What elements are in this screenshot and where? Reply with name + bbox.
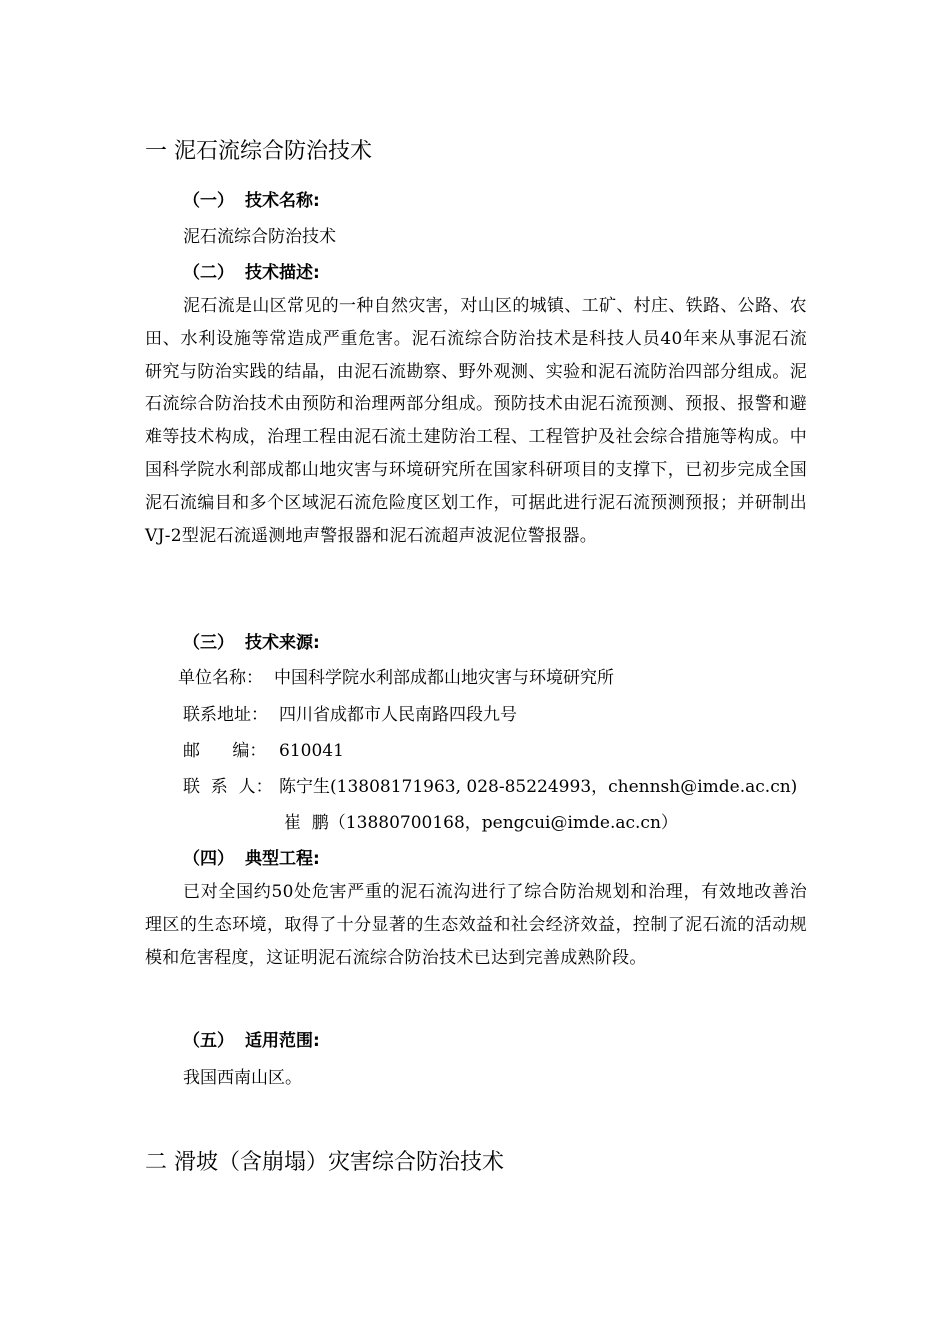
postcode-value: 610041 bbox=[279, 741, 344, 761]
unit-row bbox=[178, 667, 614, 689]
postcode-label: 邮 编： bbox=[183, 741, 267, 761]
contact-value: 陈宁生(13808171963, 028-85224993，chennsh@imde.ac.cn) bbox=[279, 777, 798, 797]
heading-label: 适用范围: bbox=[245, 1031, 320, 1051]
heading-number: （五） bbox=[183, 1031, 234, 1051]
scope-heading bbox=[183, 1030, 320, 1052]
scope-value: 我国西南山区。 bbox=[183, 1068, 302, 1088]
address-label: 联系地址： bbox=[183, 705, 268, 725]
unit-label: 单位名称： bbox=[178, 668, 263, 688]
tech-desc-paragraph: 泥石流是山区常见的一种自然灾害，对山区的城镇、工矿、村庄、铁路、公路、农田、水利设施等常造成严重危害。泥石流综合防治技术是科技人员40年来从事泥石流研究与防治实践的结晶，由泥石流勘察、野外观测、实验和泥石流防治四部分组成。泥石流综合防治技术由预防和治理两部分组成。预防技术由泥石流预测、预报、报警和避难等技术构成，治理工程由泥石流土建防治工程、工程管护及社会综合措施等构成。中国科学院水利部成都山地灾害与环境研究所在国家科研项目的支撑下，已初步完成全国泥石流编目和多个区域泥石流危险度区划工作，可据此进行泥石流预测预报；并研制出 VJ-2型泥石流遥测地声警报器和泥石流超声波泥位警报器。 bbox=[145, 296, 807, 546]
heading-label: 技术名称: bbox=[245, 191, 320, 211]
contact2-value: 崔 鹏（13880700168，pengcui@imde.ac.cn） bbox=[284, 813, 678, 833]
section-1-title: 一 泥石流综合防治技术 bbox=[145, 139, 372, 164]
heading-label: 技术描述: bbox=[245, 263, 320, 283]
tech-source-heading bbox=[183, 632, 320, 654]
address-value: 四川省成都市人民南路四段九号 bbox=[279, 705, 517, 725]
typical-project-heading bbox=[183, 848, 320, 870]
heading-number: （二） bbox=[183, 263, 234, 283]
unit-value: 中国科学院水利部成都山地灾害与环境研究所 bbox=[274, 668, 614, 688]
heading-number: （三） bbox=[183, 633, 234, 653]
heading-number: （一） bbox=[183, 191, 234, 211]
heading-label: 技术来源: bbox=[245, 633, 320, 653]
typical-project-paragraph: 已对全国约50处危害严重的泥石流沟进行了综合防治规划和治理，有效地改善治理区的生态环境，取得了十分显著的生态效益和社会经济效益，控制了泥石流的活动规模和危害程度，这证明泥石流综合防治技术已达到完善成熟阶段。 bbox=[145, 882, 807, 968]
tech-name-value: 泥石流综合防治技术 bbox=[183, 227, 336, 247]
contact-row bbox=[183, 776, 797, 798]
heading-number: （四） bbox=[183, 849, 234, 869]
heading-label: 典型工程: bbox=[245, 849, 320, 869]
address-row bbox=[183, 704, 517, 726]
tech-desc-heading bbox=[183, 262, 320, 284]
section-2-title: 二 滑坡（含崩塌）灾害综合防治技术 bbox=[145, 1150, 504, 1175]
tech-name-heading bbox=[183, 190, 320, 212]
postcode-row bbox=[183, 740, 344, 762]
contact-label: 联 系 人： bbox=[183, 777, 273, 797]
